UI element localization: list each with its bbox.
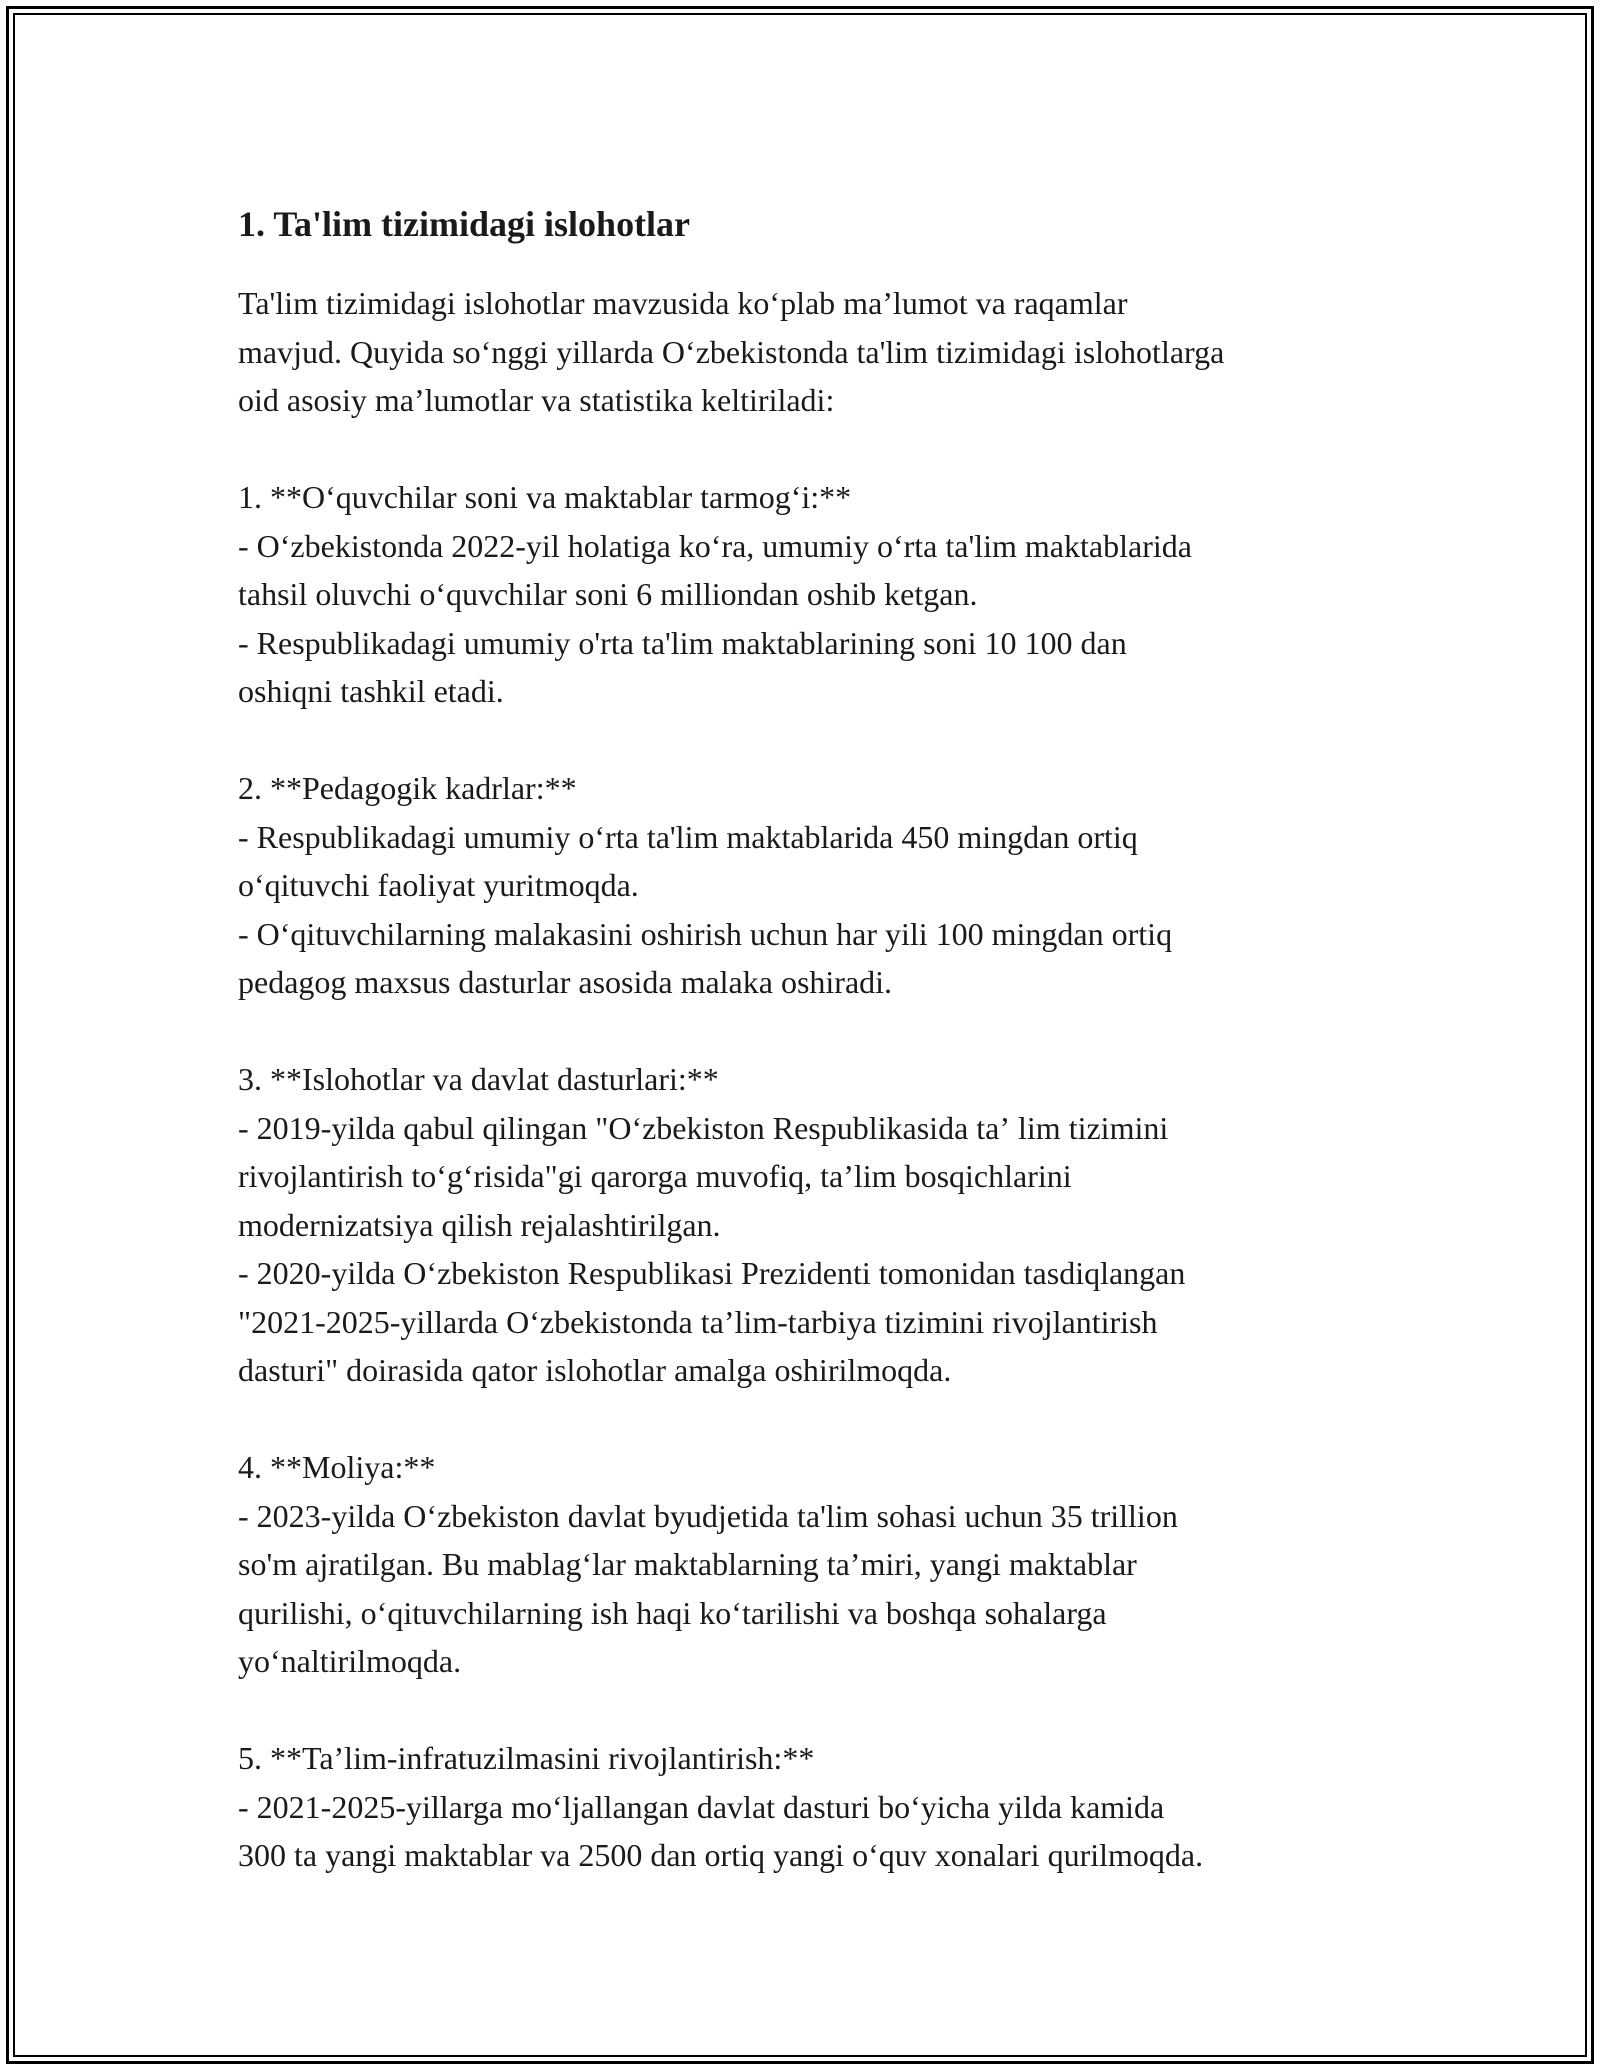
section-heading-5: 5. **Taʼlim-infratuzilmasini rivojlantirish:** [238, 1740, 815, 1776]
section-heading-4: 4. **Moliya:** [238, 1449, 436, 1485]
section-body-4: - 2023-yilda Oʻzbekiston davlat byudjetida ta'lim sohasi uchun 35 trillion so'm ajratilgan. Bu mablagʻlar maktablarning taʼmiri, yangi maktablar qurilishi, oʻqituvchilarning ish haqi koʻtarilishi va boshqa sohalarga yoʻnaltirilmoqda. [238, 1497, 1178, 1679]
section-spacer [238, 716, 1388, 765]
section-body-5: - 2021-2025-yillarga moʻljallangan davlat dasturi boʻyicha yilda kamida 300 ta yangi maktablar va 2500 dan ortiq yangi oʻquv xonalari qurilmoqda. [238, 1788, 1204, 1873]
section-body-3: - 2019-yilda qabul qilingan "Oʻzbekiston Respublikasida taʼ lim tizimini rivojlantirish toʻgʻrisida"gi qarorga muvofiq, taʼlim bosqichlarini modernizatsiya qilish rejalashtirilgan. - 2020-yilda Oʻzbekiston Respublikasi Prezidenti tomonidan tasdiqlangan "2021-2025-yillarda Oʻzbekistonda taʼlim-tarbiya tizimini rivojlantirish dasturi" doirasida qator islohotlar amalga oshirilmoqda. [238, 1109, 1186, 1388]
page [13, 13, 1587, 2057]
section-heading-1: 1. **Oʻquvchilar soni va maktablar tarmogʻi:** [238, 479, 852, 515]
section-spacer [238, 1395, 1388, 1444]
section-heading-3: 3. **Islohotlar va davlat dasturlari:** [238, 1061, 719, 1097]
document-title: 1. Ta'lim tizimidagi islohotlar [238, 204, 691, 244]
section-spacer [238, 1007, 1388, 1056]
section-spacer [238, 1686, 1388, 1735]
section-spacer [238, 425, 1388, 474]
section-heading-2: 2. **Pedagogik kadrlar:** [238, 770, 577, 806]
page-border [6, 6, 1594, 2064]
section-body-1: - Oʻzbekistonda 2022-yil holatiga koʻra, umumiy oʻrta ta'lim maktablarida tahsil oluvchi oʻquvchilar soni 6 milliondan oshib ketgan. - Respublikadagi umumiy o'rta ta'lim maktablarining soni 10 100 dan oshiqni tashkil etadi. [238, 527, 1192, 709]
document-body [238, 200, 1388, 1880]
section-body-2: - Respublikadagi umumiy oʻrta ta'lim maktablarida 450 mingdan ortiq oʻqituvchi faoliyat yuritmoqda. - Oʻqituvchilarning malakasini oshirish uchun har yili 100 mingdan ortiq pedagog maxsus dasturlar asosida malaka oshiradi. [238, 818, 1173, 1000]
intro-paragraph: Ta'lim tizimidagi islohotlar mavzusida koʻplab maʼlumot va raqamlar mavjud. Quyida soʻnggi yillarda Oʻzbekistonda ta'lim tizimidagi islohotlarga oid asosiy maʼlumotlar va statistika keltiriladi: [238, 285, 1225, 418]
